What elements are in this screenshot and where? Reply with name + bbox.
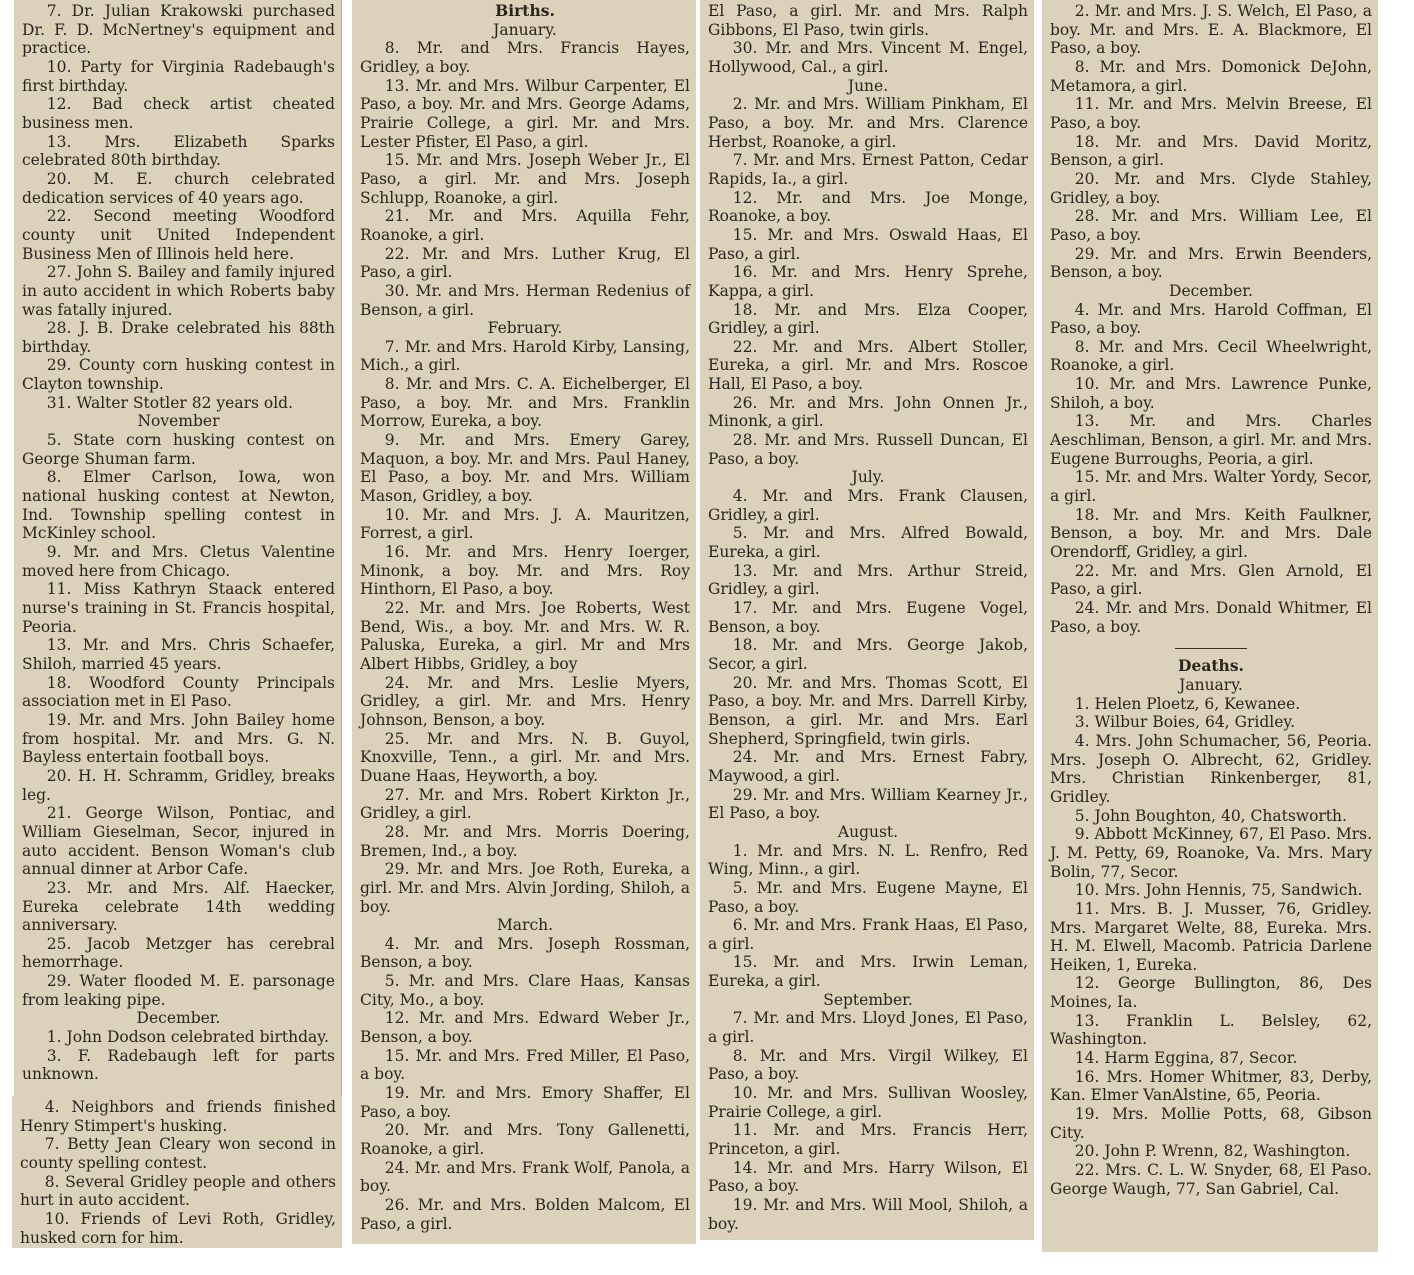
list-item: 25. Jacob Metzger has cerebral hemorrhage. bbox=[22, 934, 335, 972]
list-item: 13. Mr. and Mrs. Wilbur Carpenter, El Paso, a boy. Mr. and Mrs. George Adams, Prairie College, a girl. Mr. and Mrs. Lester Pfister, El Paso, a girl. bbox=[360, 76, 690, 151]
section-divider bbox=[1175, 648, 1247, 649]
list-item: 18. Mr. and Mrs. George Jakob, Secor, a girl. bbox=[708, 636, 1028, 673]
list-births-february bbox=[360, 338, 690, 916]
list-item: 8. Mr. and Mrs. C. A. Eichelberger, El Paso, a boy. Mr. and Mrs. Franklin Morrow, Eureka, a boy. bbox=[360, 375, 690, 431]
month-heading-december: December. bbox=[1169, 281, 1253, 300]
list-item: 20. M. E. church celebrated dedication services of 40 years ago. bbox=[22, 169, 335, 207]
list-item: 9. Mr. and Mrs. Emery Garey, Maquon, a boy. Mr. and Mrs. Paul Haney, El Paso, a boy. Mr. and Mrs. William Mason, Gridley, a boy. bbox=[360, 431, 690, 506]
section-heading-deaths: Deaths. bbox=[1178, 656, 1244, 676]
list-events-december bbox=[22, 1028, 335, 1084]
list-item: 28. Mr. and Mrs. William Lee, El Paso, a boy. bbox=[1050, 207, 1372, 244]
list-item: 16. Mrs. Homer Whitmer, 83, Derby, Kan. Elmer VanAlstine, 65, Peoria. bbox=[1050, 1067, 1372, 1105]
list-item: 11. Mr. and Mrs. Francis Herr, Princeton, a girl. bbox=[708, 1121, 1028, 1159]
list-item: 18. Mr. and Mrs. David Moritz, Benson, a girl. bbox=[1050, 132, 1372, 170]
list-item: 24. Mr. and Mrs. Donald Whitmer, El Paso, a boy. bbox=[1050, 599, 1372, 636]
list-item: 7. Mr. and Mrs. Ernest Patton, Cedar Rapids, Ia., a girl. bbox=[708, 151, 1028, 188]
list-item: 11. Mr. and Mrs. Melvin Breese, El Paso, a boy. bbox=[1050, 95, 1372, 132]
month-heading-march: March. bbox=[496, 916, 554, 935]
list-item: 1. John Dodson celebrated birthday. bbox=[46, 1028, 329, 1047]
list-item: 8. Mr. and Mrs. Cecil Wheelwright, Roanoke, a girl. bbox=[1050, 337, 1372, 375]
list-item: 13. Mr. and Mrs. Arthur Streid, Gridley, a girl. bbox=[708, 561, 1028, 599]
list-births-august bbox=[708, 842, 1028, 991]
list-item: 7. Dr. Julian Krakowski purchased Dr. F. D. McNertney's equipment and practice. bbox=[22, 2, 335, 58]
list-events-october bbox=[22, 2, 335, 412]
list-births-january bbox=[360, 39, 690, 319]
list-item: 29. Mr. and Mrs. Erwin Beenders, Benson, a boy. bbox=[1050, 244, 1372, 282]
list-item: 20. Mr. and Mrs. Clyde Stahley, Gridley, a boy. bbox=[1050, 169, 1372, 207]
list-item: 15. Mr. and Mrs. Oswald Haas, El Paso, a girl. bbox=[708, 225, 1028, 263]
list-births-december bbox=[1050, 301, 1372, 637]
list-item: 2. Mr. and Mrs. William Pinkham, El Paso, a boy. Mr. and Mrs. Clarence Herbst, Roanoke, a girl. bbox=[708, 95, 1028, 151]
list-item: 10. Mr. and Mrs. Sullivan Woosley, Prairie College, a girl. bbox=[708, 1084, 1028, 1121]
list-item: 4. Neighbors and friends finished Henry Stimpert's husking. bbox=[20, 1098, 336, 1135]
list-item: 11. Mrs. B. J. Musser, 76, Gridley. Mrs. Margaret Welte, 88, Eureka. Mrs. H. M. Elwell, Macomb. Patricia Darlene Heiken, 1, Eureka. bbox=[1050, 899, 1372, 974]
list-item: 7. Mr. and Mrs. Lloyd Jones, El Paso, a girl. bbox=[708, 1009, 1028, 1047]
list-item: 10. Mr. and Mrs. J. A. Mauritzen, Forrest, a girl. bbox=[360, 505, 690, 543]
list-item: 31. Walter Stotler 82 years old. bbox=[46, 393, 294, 412]
list-item: El Paso, a girl. Mr. and Mrs. Ralph Gibbons, El Paso, twin girls. bbox=[708, 2, 1028, 39]
list-item: 14. Harm Eggina, 87, Secor. bbox=[1074, 1049, 1298, 1068]
list-item: 5. John Boughton, 40, Chatsworth. bbox=[1074, 806, 1347, 825]
month-heading-january: January. bbox=[1179, 675, 1243, 694]
list-item: 29. Mr. and Mrs. William Kearney Jr., El Paso, a boy. bbox=[708, 785, 1028, 823]
list-item: 26. Mr. and Mrs. John Onnen Jr., Minonk, a girl. bbox=[708, 393, 1028, 431]
list-item: 13. Mrs. Elizabeth Sparks celebrated 80th birthday. bbox=[22, 132, 335, 170]
list-item: 24. Mr. and Mrs. Leslie Myers, Gridley, a girl. Mr. and Mrs. Henry Johnson, Benson, a boy. bbox=[360, 673, 690, 729]
column-events-1 bbox=[14, 0, 342, 1100]
list-item: 3. F. Radebaugh left for parts unknown. bbox=[22, 1046, 335, 1084]
list-item: 22. Second meeting Woodford county unit United Independent Business Men of Illinois held here. bbox=[22, 207, 335, 263]
list-item: 14. Mr. and Mrs. Harry Wilson, El Paso, a boy. bbox=[708, 1158, 1028, 1196]
list-item: 10. Mr. and Mrs. Lawrence Punke, Shiloh, a boy. bbox=[1050, 375, 1372, 412]
list-item: 7. Mr. and Mrs. Harold Kirby, Lansing, Mich., a girl. bbox=[360, 337, 690, 375]
list-item: 13. Franklin L. Belsley, 62, Washington. bbox=[1050, 1011, 1372, 1049]
list-item: 30. Mr. and Mrs. Herman Redenius of Benson, a girl. bbox=[360, 281, 690, 319]
list-item: 12. Mr. and Mrs. Edward Weber Jr., Benson, a boy. bbox=[360, 1009, 690, 1047]
list-item: 4. Mrs. John Schumacher, 56, Peoria. Mrs. Joseph O. Albrecht, 62, Gridley. Mrs. Christian Rinkenberger, 81, Gridley. bbox=[1050, 731, 1372, 806]
list-item: 22. Mr. and Mrs. Glen Arnold, El Paso, a girl. bbox=[1050, 561, 1372, 599]
list-item: 2. Mr. and Mrs. J. S. Welch, El Paso, a boy. Mr. and Mrs. E. A. Blackmore, El Paso, a boy. bbox=[1050, 2, 1372, 58]
list-item: 8. Elmer Carlson, Iowa, won national husking contest at Newton, Ind. Township spelling contest in McKinley school. bbox=[22, 468, 335, 543]
list-item: 9. Mr. and Mrs. Cletus Valentine moved here from Chicago. bbox=[22, 543, 335, 580]
list-item: 16. Mr. and Mrs. Henry Sprehe, Kappa, a girl. bbox=[708, 263, 1028, 300]
list-item: 20. Mr. and Mrs. Tony Gallenetti, Roanoke, a girl. bbox=[360, 1121, 690, 1159]
list-item: 23. Mr. and Mrs. Alf. Haecker, Eureka celebrate 14th wedding anniversary. bbox=[22, 878, 335, 935]
list-item: 21. Mr. and Mrs. Aquilla Fehr, Roanoke, a girl. bbox=[360, 207, 690, 244]
list-item: 29. Mr. and Mrs. Joe Roth, Eureka, a girl. Mr. and Mrs. Alvin Jording, Shiloh, a boy. bbox=[360, 860, 690, 916]
list-item: 18. Mr. and Mrs. Elza Cooper, Gridley, a girl. bbox=[708, 300, 1028, 338]
list-item: 10. Mrs. John Hennis, 75, Sandwich. bbox=[1074, 881, 1363, 900]
list-item: 13. Mr. and Mrs. Chris Schaefer, Shiloh, married 45 years. bbox=[22, 636, 335, 673]
list-item: 3. Wilbur Boies, 64, Gridley. bbox=[1074, 713, 1295, 732]
list-item: 22. Mr. and Mrs. Albert Stoller, Eureka, a girl. Mr. and Mrs. Roscoe Hall, El Paso, a boy. bbox=[708, 337, 1028, 394]
list-item: 21. George Wilson, Pontiac, and William Gieselman, Secor, injured in auto accident. Benson Woman's club annual dinner at Arbor Cafe. bbox=[22, 804, 335, 879]
list-births-may-continued bbox=[708, 2, 1028, 77]
list-item: 30. Mr. and Mrs. Vincent M. Engel, Hollywood, Cal., a girl. bbox=[708, 39, 1028, 76]
list-item: 18. Mr. and Mrs. Keith Faulkner, Benson, a boy. Mr. and Mrs. Dale Orendorff, Gridley, a girl. bbox=[1050, 505, 1372, 562]
list-births-june bbox=[708, 95, 1028, 468]
list-item: 20. Mr. and Mrs. Thomas Scott, El Paso, a boy. Mr. and Mrs. Darrell Kirby, Benson, a girl. Mr. and Mrs. Earl Shepherd, Springfield, twin girls. bbox=[708, 673, 1028, 748]
list-item: 10. Party for Virginia Radebaugh's first birthday. bbox=[22, 57, 335, 95]
list-item: 7. Betty Jean Cleary won second in county spelling contest. bbox=[20, 1135, 336, 1172]
month-heading-february: February. bbox=[487, 319, 563, 338]
list-item: 29. Water flooded M. E. parsonage from leaking pipe. bbox=[22, 972, 335, 1009]
list-item: 16. Mr. and Mrs. Henry Ioerger, Minonk, a boy. Mr. and Mrs. Roy Hinthorn, El Paso, a boy. bbox=[360, 543, 690, 599]
list-item: 5. State corn husking contest on George Shuman farm. bbox=[22, 431, 335, 468]
list-deaths-january bbox=[1050, 695, 1372, 1199]
column-births-deaths bbox=[1042, 0, 1378, 1252]
column-events-1-continued bbox=[12, 1096, 342, 1248]
list-item: 15. Mr. and Mrs. Irwin Leman, Eureka, a girl. bbox=[708, 953, 1028, 991]
list-item: 18. Woodford County Principals association met in El Paso. bbox=[22, 673, 335, 711]
list-item: 25. Mr. and Mrs. N. B. Guyol, Knoxville, Tenn., a girl. Mr. and Mrs. Duane Haas, Heyworth, a boy. bbox=[360, 729, 690, 785]
list-item: 22. Mrs. C. L. W. Snyder, 68, El Paso. George Waugh, 77, San Gabriel, Cal. bbox=[1050, 1161, 1372, 1198]
list-item: 28. Mr. and Mrs. Russell Duncan, El Paso, a boy. bbox=[708, 431, 1028, 468]
list-item: 12. Bad check artist cheated business men. bbox=[22, 95, 335, 132]
list-item: 24. Mr. and Mrs. Ernest Fabry, Maywood, a girl. bbox=[708, 748, 1028, 785]
list-item: 29. County corn husking contest in Clayton township. bbox=[22, 356, 335, 394]
list-item: 26. Mr. and Mrs. Bolden Malcom, El Paso, a girl. bbox=[360, 1196, 690, 1233]
list-item: 24. Mr. and Mrs. Frank Wolf, Panola, a boy. bbox=[360, 1158, 690, 1196]
list-births-july bbox=[708, 487, 1028, 823]
list-item: 19. Mr. and Mrs. John Bailey home from hospital. Mr. and Mrs. G. N. Bayless entertain football boys. bbox=[22, 710, 335, 767]
list-item: 8. Several Gridley people and others hurt in auto accident. bbox=[20, 1172, 336, 1210]
list-item: 11. Miss Kathryn Staack entered nurse's training in St. Francis hospital, Peoria. bbox=[22, 580, 335, 636]
month-heading-september: September. bbox=[823, 990, 913, 1009]
list-item: 5. Mr. and Mrs. Eugene Mayne, El Paso, a boy. bbox=[708, 878, 1028, 916]
list-births-september bbox=[708, 1009, 1028, 1233]
column-births-2 bbox=[700, 0, 1034, 1240]
list-item: 8. Mr. and Mrs. Domonick DeJohn, Metamora, a girl. bbox=[1050, 57, 1372, 95]
list-item: 1. Helen Ploetz, 6, Kewanee. bbox=[1074, 694, 1301, 713]
list-item: 20. H. H. Schramm, Gridley, breaks leg. bbox=[22, 766, 335, 804]
list-item: 8. Mr. and Mrs. Virgil Wilkey, El Paso, a boy. bbox=[708, 1046, 1028, 1084]
list-births-november-continued bbox=[1050, 2, 1372, 282]
month-heading-august: August. bbox=[837, 822, 899, 841]
list-item: 13. Mr. and Mrs. Charles Aeschliman, Benson, a girl. Mr. and Mrs. Eugene Burroughs, Peoria, a girl. bbox=[1050, 412, 1372, 468]
list-item: 5. Mr. and Mrs. Alfred Bowald, Eureka, a girl. bbox=[708, 524, 1028, 562]
list-item: 15. Mr. and Mrs. Walter Yordy, Secor, a girl. bbox=[1050, 468, 1372, 506]
list-item: 28. J. B. Drake celebrated his 88th birthday. bbox=[22, 319, 335, 356]
list-item: 15. Mr. and Mrs. Joseph Weber Jr., El Paso, a girl. Mr. and Mrs. Joseph Schlupp, Roanoke, a girl. bbox=[360, 151, 690, 207]
list-item: 20. John P. Wrenn, 82, Washington. bbox=[1074, 1142, 1351, 1161]
list-item: 27. Mr. and Mrs. Robert Kirkton Jr., Gridley, a girl. bbox=[360, 785, 690, 823]
list-item: 5. Mr. and Mrs. Clare Haas, Kansas City, Mo., a boy. bbox=[360, 972, 690, 1009]
list-item: 9. Abbott McKinney, 67, El Paso. Mrs. J. M. Petty, 69, Roanoke, Va. Mrs. Mary Bolin, 77, Secor. bbox=[1050, 825, 1372, 881]
list-item: 19. Mrs. Mollie Potts, 68, Gibson City. bbox=[1050, 1105, 1372, 1142]
month-heading-june: June. bbox=[847, 76, 889, 95]
list-births-march bbox=[360, 935, 690, 1234]
list-item: 10. Friends of Levi Roth, Gridley, husked corn for him. bbox=[20, 1209, 336, 1247]
month-heading-july: July. bbox=[851, 468, 885, 487]
month-heading-november: November bbox=[137, 412, 220, 431]
list-item: 22. Mr. and Mrs. Joe Roberts, West Bend, Wis., a boy. Mr. and Mrs. W. R. Paluska, Eureka, a girl. Mr and Mrs Albert Hibbs, Gridley, a boy bbox=[360, 599, 690, 673]
list-item: 1. Mr. and Mrs. N. L. Renfro, Red Wing, Minn., a girl. bbox=[708, 841, 1028, 879]
list-item: 17. Mr. and Mrs. Eugene Vogel, Benson, a boy. bbox=[708, 599, 1028, 636]
list-item: 19. Mr. and Mrs. Emory Shaffer, El Paso, a boy. bbox=[360, 1084, 690, 1121]
list-item: 22. Mr. and Mrs. Luther Krug, El Paso, a girl. bbox=[360, 244, 690, 282]
list-item: 4. Mr. and Mrs. Joseph Rossman, Benson, a boy. bbox=[360, 934, 690, 972]
list-item: 4. Mr. and Mrs. Frank Clausen, Gridley, a girl. bbox=[708, 487, 1028, 524]
list-item: 15. Mr. and Mrs. Fred Miller, El Paso, a boy. bbox=[360, 1046, 690, 1084]
list-item: 19. Mr. and Mrs. Will Mool, Shiloh, a boy. bbox=[708, 1196, 1028, 1233]
month-heading-december: December. bbox=[136, 1009, 221, 1028]
list-item: 27. John S. Bailey and family injured in auto accident in which Roberts baby was fatally injured. bbox=[22, 263, 335, 319]
list-item: 28. Mr. and Mrs. Morris Doering, Bremen, Ind., a boy. bbox=[360, 822, 690, 860]
section-heading-births: Births. bbox=[495, 1, 555, 20]
list-item: 6. Mr. and Mrs. Frank Haas, El Paso, a girl. bbox=[708, 916, 1028, 953]
list-item: 8. Mr. and Mrs. Francis Hayes, Gridley, a boy. bbox=[360, 39, 690, 76]
list-item: 12. Mr. and Mrs. Joe Monge, Roanoke, a boy. bbox=[708, 188, 1028, 226]
month-heading-january: January. bbox=[493, 20, 557, 39]
column-births-1 bbox=[352, 0, 696, 1244]
list-item: 12. George Bullington, 86, Des Moines, Ia. bbox=[1050, 974, 1372, 1012]
list-events-november bbox=[22, 431, 335, 1009]
list-item: 4. Mr. and Mrs. Harold Coffman, El Paso, a boy. bbox=[1050, 300, 1372, 338]
